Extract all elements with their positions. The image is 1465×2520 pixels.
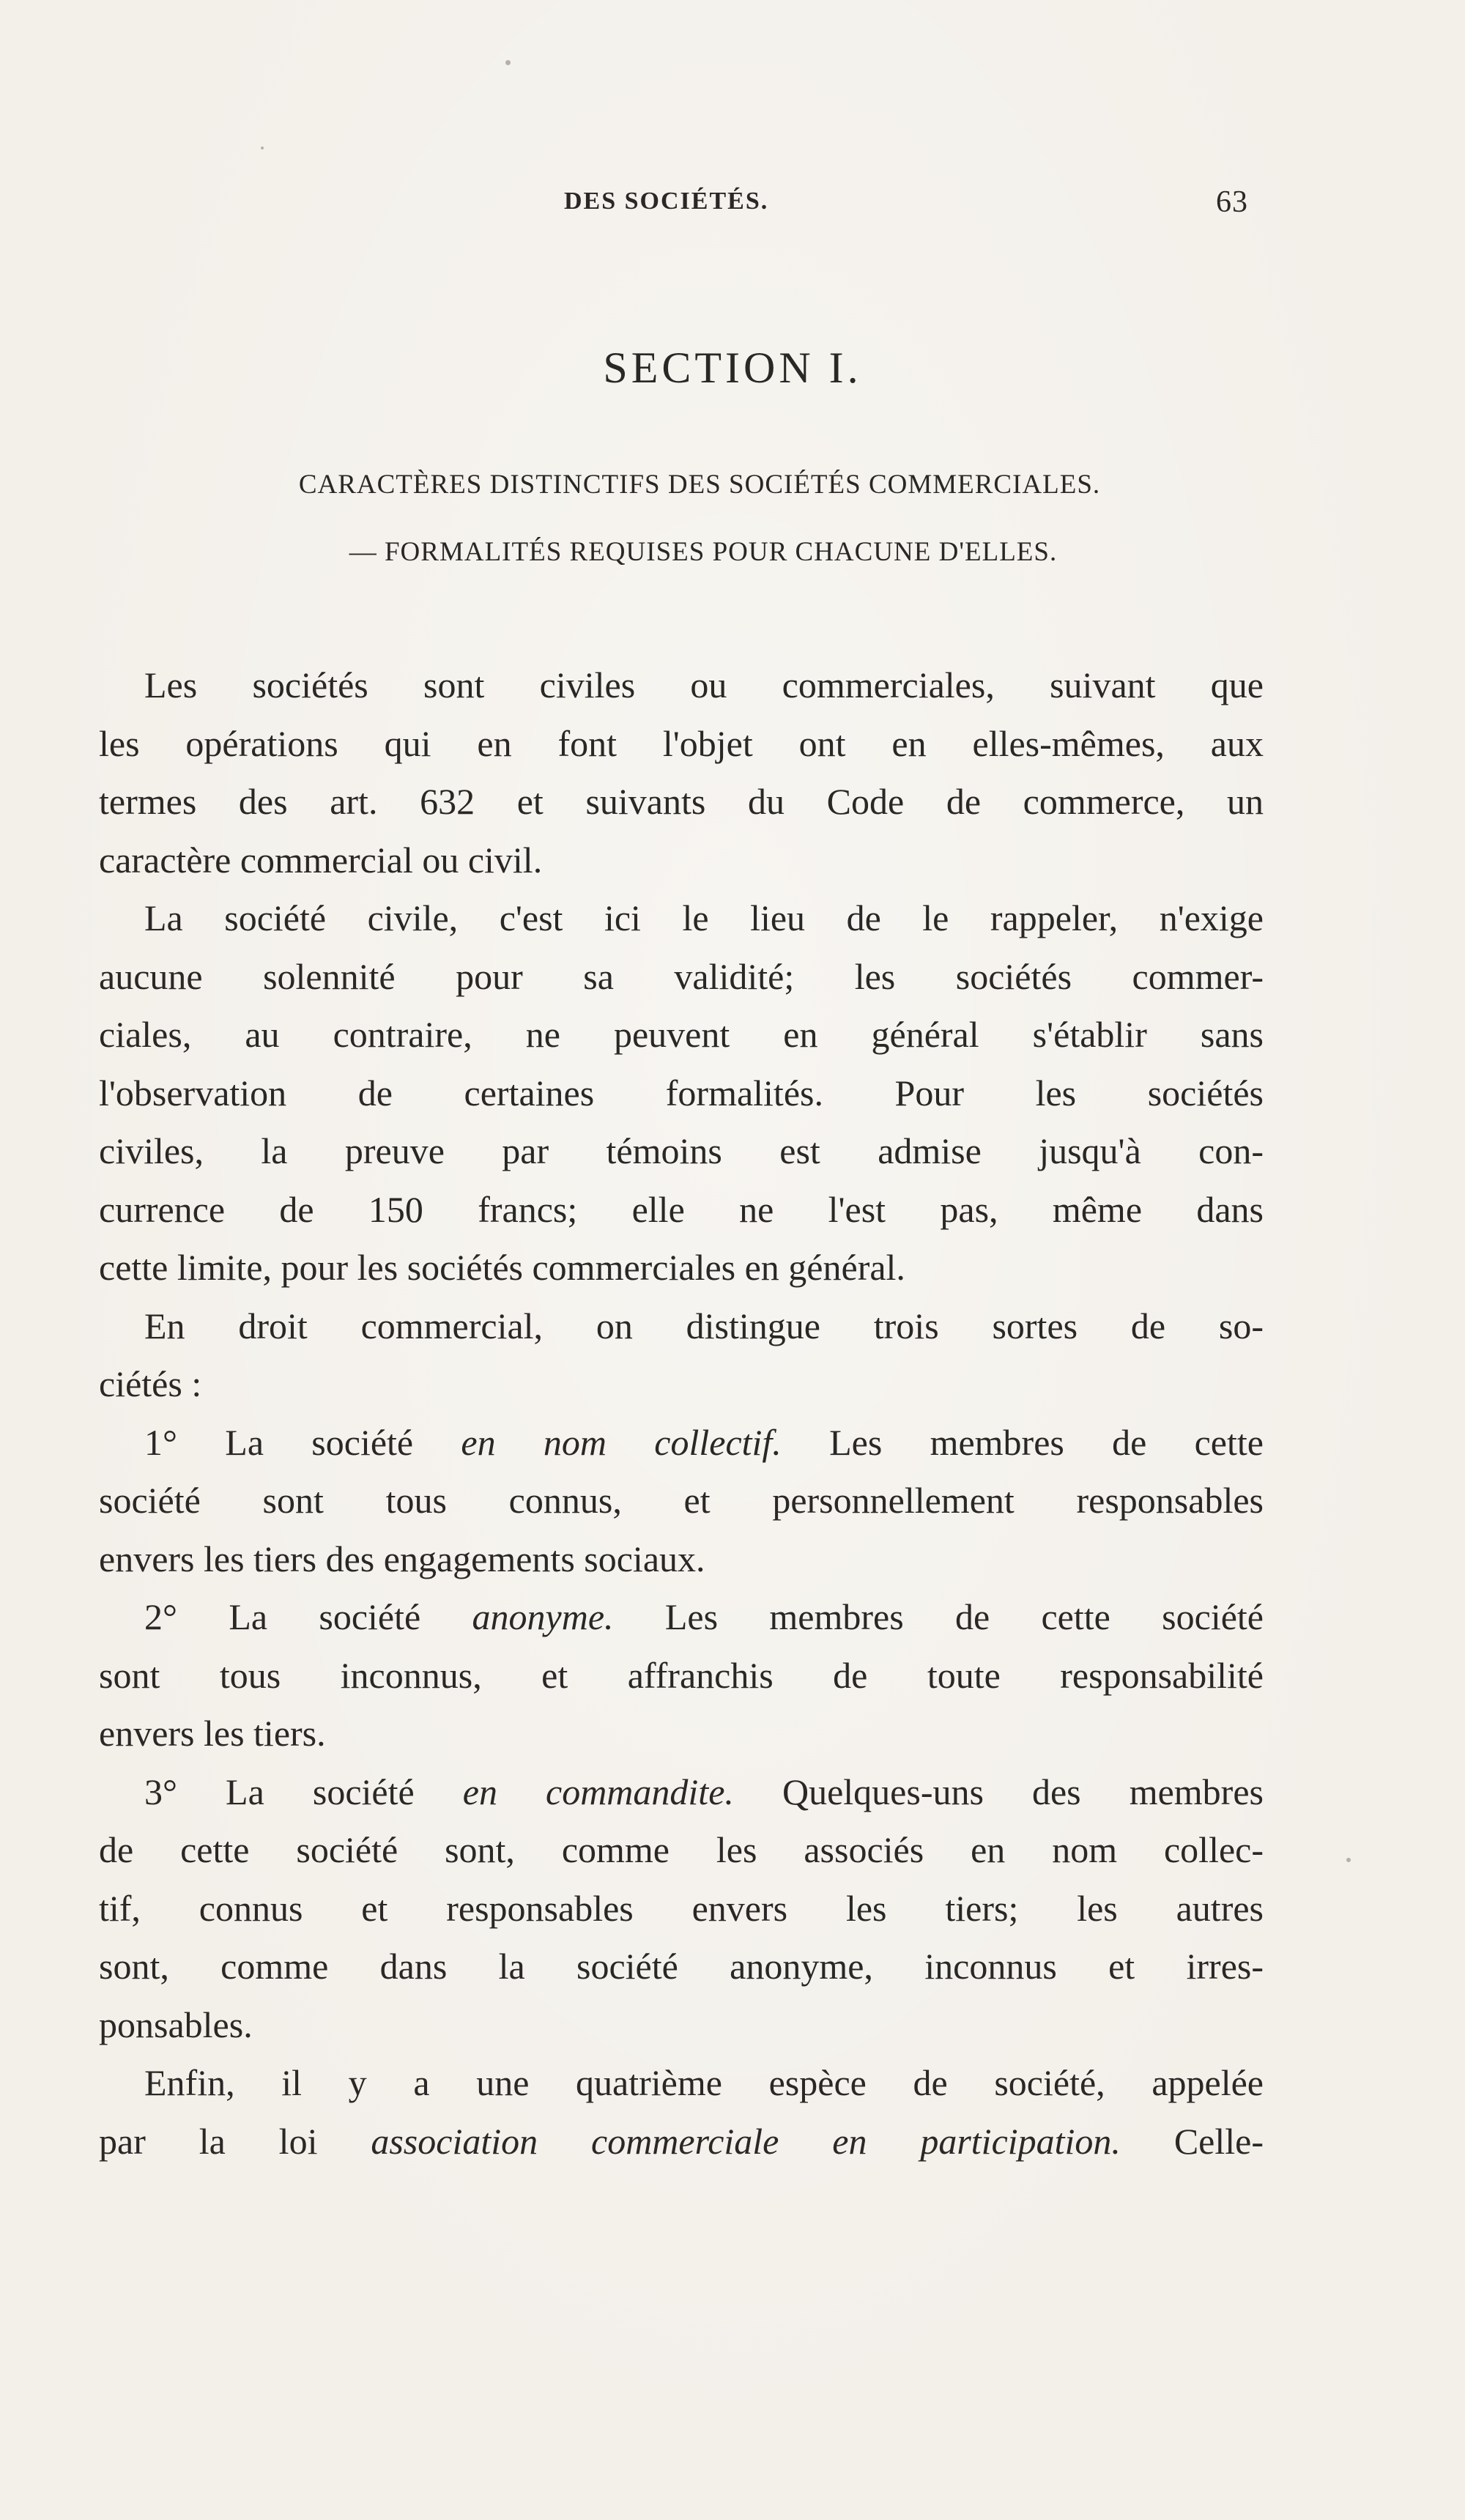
paper-speck [1346,1858,1351,1862]
item-3-post: Quelques-uns des membres [733,1771,1264,1812]
final-post: Celle- [1120,2120,1264,2162]
text-line: société sont tous connus, et personnellement responsables [99,1480,1264,1521]
text-line: La société civile, c'est ici le lieu de le rappeler, n'exige [144,897,1264,938]
text-line: termes des art. 632 et suivants du Code de commerce, un [99,781,1264,822]
final-pre: par la loi [99,2120,371,2162]
text-line: civiles, la preuve par témoins est admise jusqu'à con- [99,1130,1264,1171]
item-2-pre: 2° La société [144,1596,472,1637]
text-line: de cette société sont, comme les associés en nom collec- [99,1829,1264,1870]
final-term: association commerciale en participation. [371,2120,1121,2162]
text-line: En droit commercial, on distingue trois sortes de so- [144,1305,1264,1346]
list-item-1-line [99,1414,1264,1472]
text-line: ciétés : [99,1363,202,1404]
item-3-term: en commandite. [462,1771,734,1812]
text-line: envers les tiers des engagements sociaux. [99,1538,705,1579]
paper-speck [261,147,264,149]
body-text [99,656,1264,2171]
item-2-term: anonyme. [472,1596,614,1637]
final-line [99,2113,1264,2171]
text-line: caractère commercial ou civil. [99,839,543,881]
text-line: ciales, au contraire, ne peuvent en général s'établir sans [99,1014,1264,1055]
paper-speck [505,60,511,65]
text-line: Les sociétés sont civiles ou commerciales, suivant que [144,664,1264,705]
text-line: les opérations qui en font l'objet ont en elles-mêmes, aux [99,722,1264,764]
text-line: envers les tiers. [99,1713,326,1754]
list-item-2-line [99,1588,1264,1647]
item-1-term: en nom collectif. [461,1421,782,1463]
text-line: l'observation de certaines formalités. Pour les sociétés [99,1072,1264,1113]
text-line: aucune solennité pour sa validité; les sociétés commer- [99,955,1264,997]
section-title: SECTION I. [603,344,862,392]
text-line: tif, connus et responsables envers les tiers; les autres [99,1887,1264,1929]
text-line: currence de 150 francs; elle ne l'est pas, même dans [99,1188,1264,1230]
text-line: ponsables. [99,2004,253,2045]
item-1-pre: 1° La société [144,1421,461,1463]
item-3-pre: 3° La société [144,1771,463,1812]
running-head [0,185,1465,224]
text-line: sont, comme dans la société anonyme, inconnus et irres- [99,1946,1264,1987]
running-title: DES SOCIÉTÉS. [564,188,769,215]
section-subtitle-line-1: CARACTÈRES DISTINCTIFS DES SOCIÉTÉS COMMERCIALES. [298,470,1101,500]
text-line: cette limite, pour les sociétés commerciales en général. [99,1247,905,1288]
item-2-post: Les membres de cette société [613,1596,1264,1637]
list-item-3-line [99,1763,1264,1822]
text-line: Enfin, il y a une quatrième espèce de société, appelée [144,2062,1264,2103]
item-1-post: Les membres de cette [781,1421,1264,1463]
text-line: sont tous inconnus, et affranchis de toute responsabilité [99,1654,1264,1696]
section-subtitle-line-2: — FORMALITÉS REQUISES POUR CHACUNE D'ELLES. [349,537,1058,567]
page-number: 63 [1216,185,1248,219]
